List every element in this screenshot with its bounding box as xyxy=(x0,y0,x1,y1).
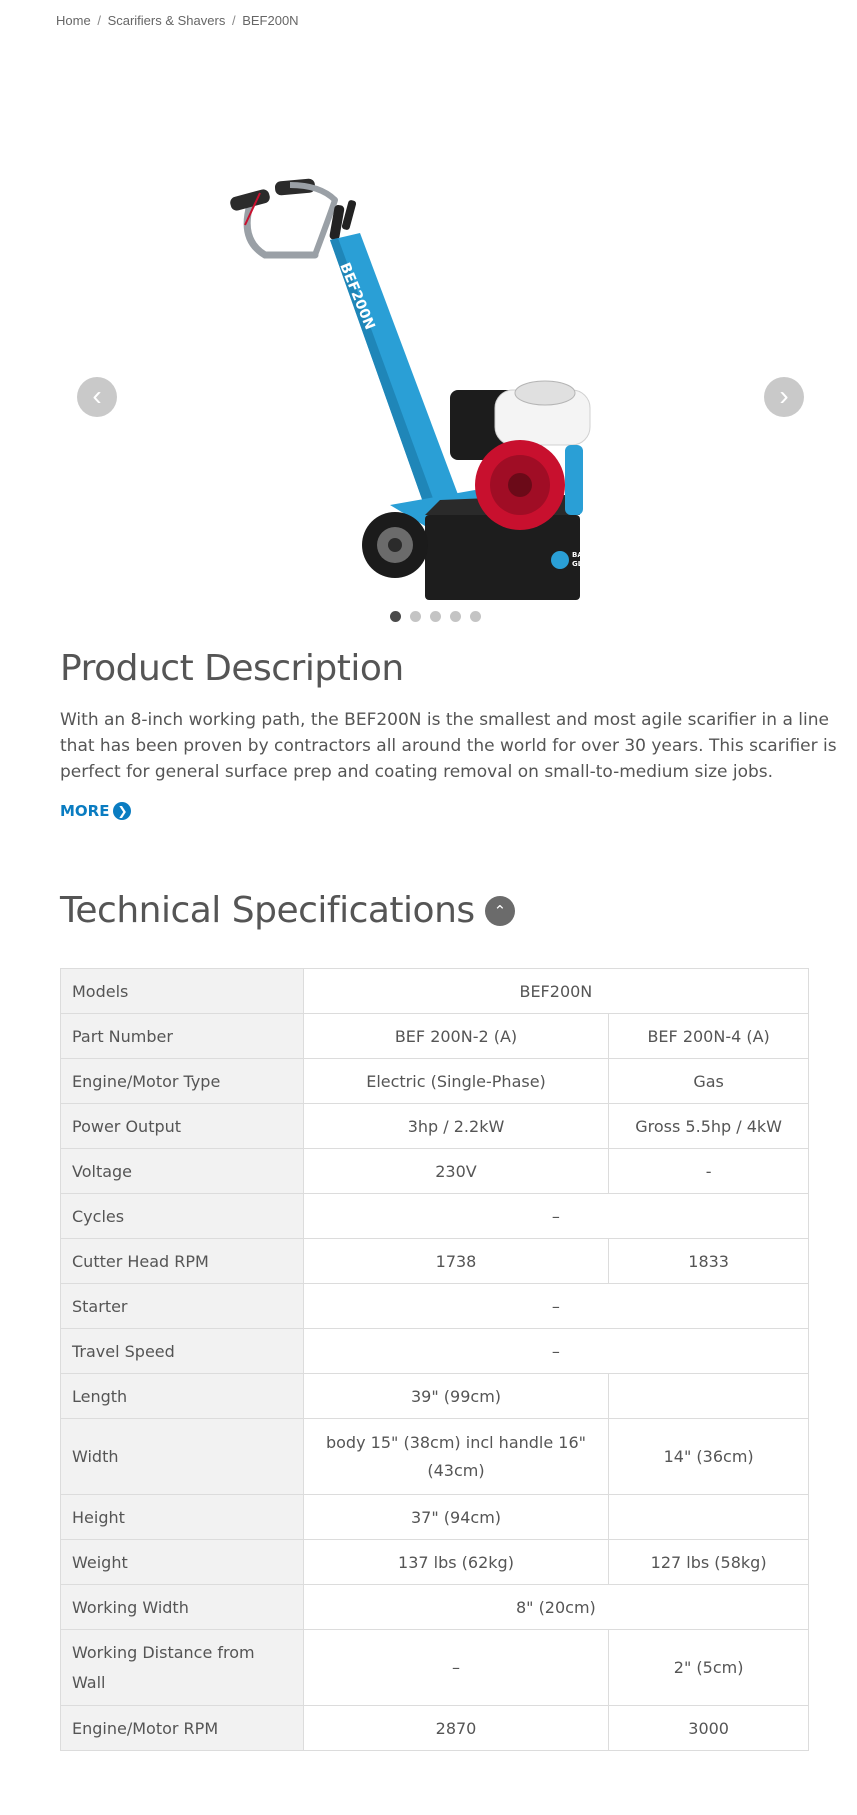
table-row xyxy=(61,1149,809,1194)
table-row xyxy=(61,1194,809,1239)
spec-value: – xyxy=(303,1194,808,1239)
spec-label: Engine/Motor RPM xyxy=(61,1706,304,1751)
spec-value: 3hp / 2.2kW xyxy=(303,1104,609,1149)
breadcrumb xyxy=(56,13,299,28)
chevron-right-icon: › xyxy=(779,380,789,411)
spec-value: BEF200N xyxy=(303,969,808,1014)
more-label: MORE xyxy=(60,802,110,820)
carousel-next-button[interactable] xyxy=(764,377,804,417)
spec-label: Length xyxy=(61,1374,304,1419)
chevron-right-icon: ❯ xyxy=(113,802,131,820)
table-row xyxy=(61,1239,809,1284)
spec-value: 37" (94cm) xyxy=(303,1495,609,1540)
spec-value: – xyxy=(303,1329,808,1374)
spec-value: 39" (99cm) xyxy=(303,1374,609,1419)
breadcrumb-home[interactable]: Home xyxy=(56,13,91,28)
carousel-dot-2[interactable] xyxy=(410,611,421,622)
spec-label: Weight xyxy=(61,1540,304,1585)
spec-value: BEF 200N-2 (A) xyxy=(303,1014,609,1059)
spec-value: 1738 xyxy=(303,1239,609,1284)
spec-value: - xyxy=(609,1149,809,1194)
spec-label: Working Width xyxy=(61,1585,304,1630)
spec-label: Voltage xyxy=(61,1149,304,1194)
spec-label: Models xyxy=(61,969,304,1014)
table-row xyxy=(61,1374,809,1419)
collapse-specs-button[interactable] xyxy=(485,896,515,926)
chevron-up-icon: ⌃ xyxy=(493,901,506,920)
spec-label: Part Number xyxy=(61,1014,304,1059)
table-row xyxy=(61,969,809,1014)
spec-value xyxy=(609,1374,809,1419)
breadcrumb-category[interactable]: Scarifiers & Shavers xyxy=(107,13,226,28)
spec-value: body 15" (38cm) incl handle 16" (43cm) xyxy=(303,1419,609,1495)
table-row xyxy=(61,1706,809,1751)
svg-text:GLOBAL: GLOBAL xyxy=(572,560,604,568)
carousel-dot-3[interactable] xyxy=(430,611,441,622)
spec-value: 127 lbs (58kg) xyxy=(609,1540,809,1585)
description-text: With an 8-inch working path, the BEF200N is the smallest and most agile scarifier in a line that has been proven by contractors all around the world for over 30 years. This scarifier is perfect for general surface prep and coating removal on small-to-medium size jobs. xyxy=(60,710,837,782)
table-row xyxy=(61,1585,809,1630)
spec-value xyxy=(609,1495,809,1540)
table-row xyxy=(61,1630,809,1706)
spec-value: – xyxy=(303,1284,808,1329)
table-row xyxy=(61,1284,809,1329)
spec-value: BEF 200N-4 (A) xyxy=(609,1014,809,1059)
chevron-left-icon: ‹ xyxy=(92,380,102,411)
product-image xyxy=(220,145,640,645)
spec-value: 8" (20cm) xyxy=(303,1585,808,1630)
carousel-dot-1[interactable] xyxy=(390,611,401,622)
spec-value: Gas xyxy=(609,1059,809,1104)
carousel-dot-4[interactable] xyxy=(450,611,461,622)
spec-label: Cutter Head RPM xyxy=(61,1239,304,1284)
svg-text:BARTELL: BARTELL xyxy=(572,551,607,559)
specs-table xyxy=(60,968,809,1751)
breadcrumb-current: BEF200N xyxy=(242,13,299,28)
carousel-prev-button[interactable] xyxy=(77,377,117,417)
spec-value: 2" (5cm) xyxy=(609,1630,809,1706)
table-row xyxy=(61,1104,809,1149)
breadcrumb-separator: / xyxy=(231,13,236,28)
spec-label: Working Distance from Wall xyxy=(61,1630,304,1706)
spec-label: Power Output xyxy=(61,1104,304,1149)
spec-value: Gross 5.5hp / 4kW xyxy=(609,1104,809,1149)
spec-label: Height xyxy=(61,1495,304,1540)
spec-label: Width xyxy=(61,1419,304,1495)
spec-label: Starter xyxy=(61,1284,304,1329)
svg-text:BEF200N: BEF200N xyxy=(336,260,378,333)
table-row xyxy=(61,1014,809,1059)
table-row xyxy=(61,1059,809,1104)
carousel-dot-5[interactable] xyxy=(470,611,481,622)
specs-title-text: Technical Specifications xyxy=(60,890,475,931)
spec-value: 3000 xyxy=(609,1706,809,1751)
breadcrumb-separator: / xyxy=(97,13,101,28)
description-title: Product Description xyxy=(60,648,404,689)
spec-value: – xyxy=(303,1630,609,1706)
table-row xyxy=(61,1495,809,1540)
spec-value: 1833 xyxy=(609,1239,809,1284)
spec-value: 14" (36cm) xyxy=(609,1419,809,1495)
carousel-pagination xyxy=(390,611,481,622)
spec-value: 230V xyxy=(303,1149,609,1194)
spec-value: 2870 xyxy=(303,1706,609,1751)
spec-value: 137 lbs (62kg) xyxy=(303,1540,609,1585)
table-row xyxy=(61,1419,809,1495)
spec-label: Engine/Motor Type xyxy=(61,1059,304,1104)
spec-value: Electric (Single-Phase) xyxy=(303,1059,609,1104)
table-row xyxy=(61,1540,809,1585)
spec-label: Cycles xyxy=(61,1194,304,1239)
table-row xyxy=(61,1329,809,1374)
more-button[interactable] xyxy=(60,802,131,820)
specs-title xyxy=(60,890,515,931)
spec-label: Travel Speed xyxy=(61,1329,304,1374)
product-carousel xyxy=(0,55,857,615)
